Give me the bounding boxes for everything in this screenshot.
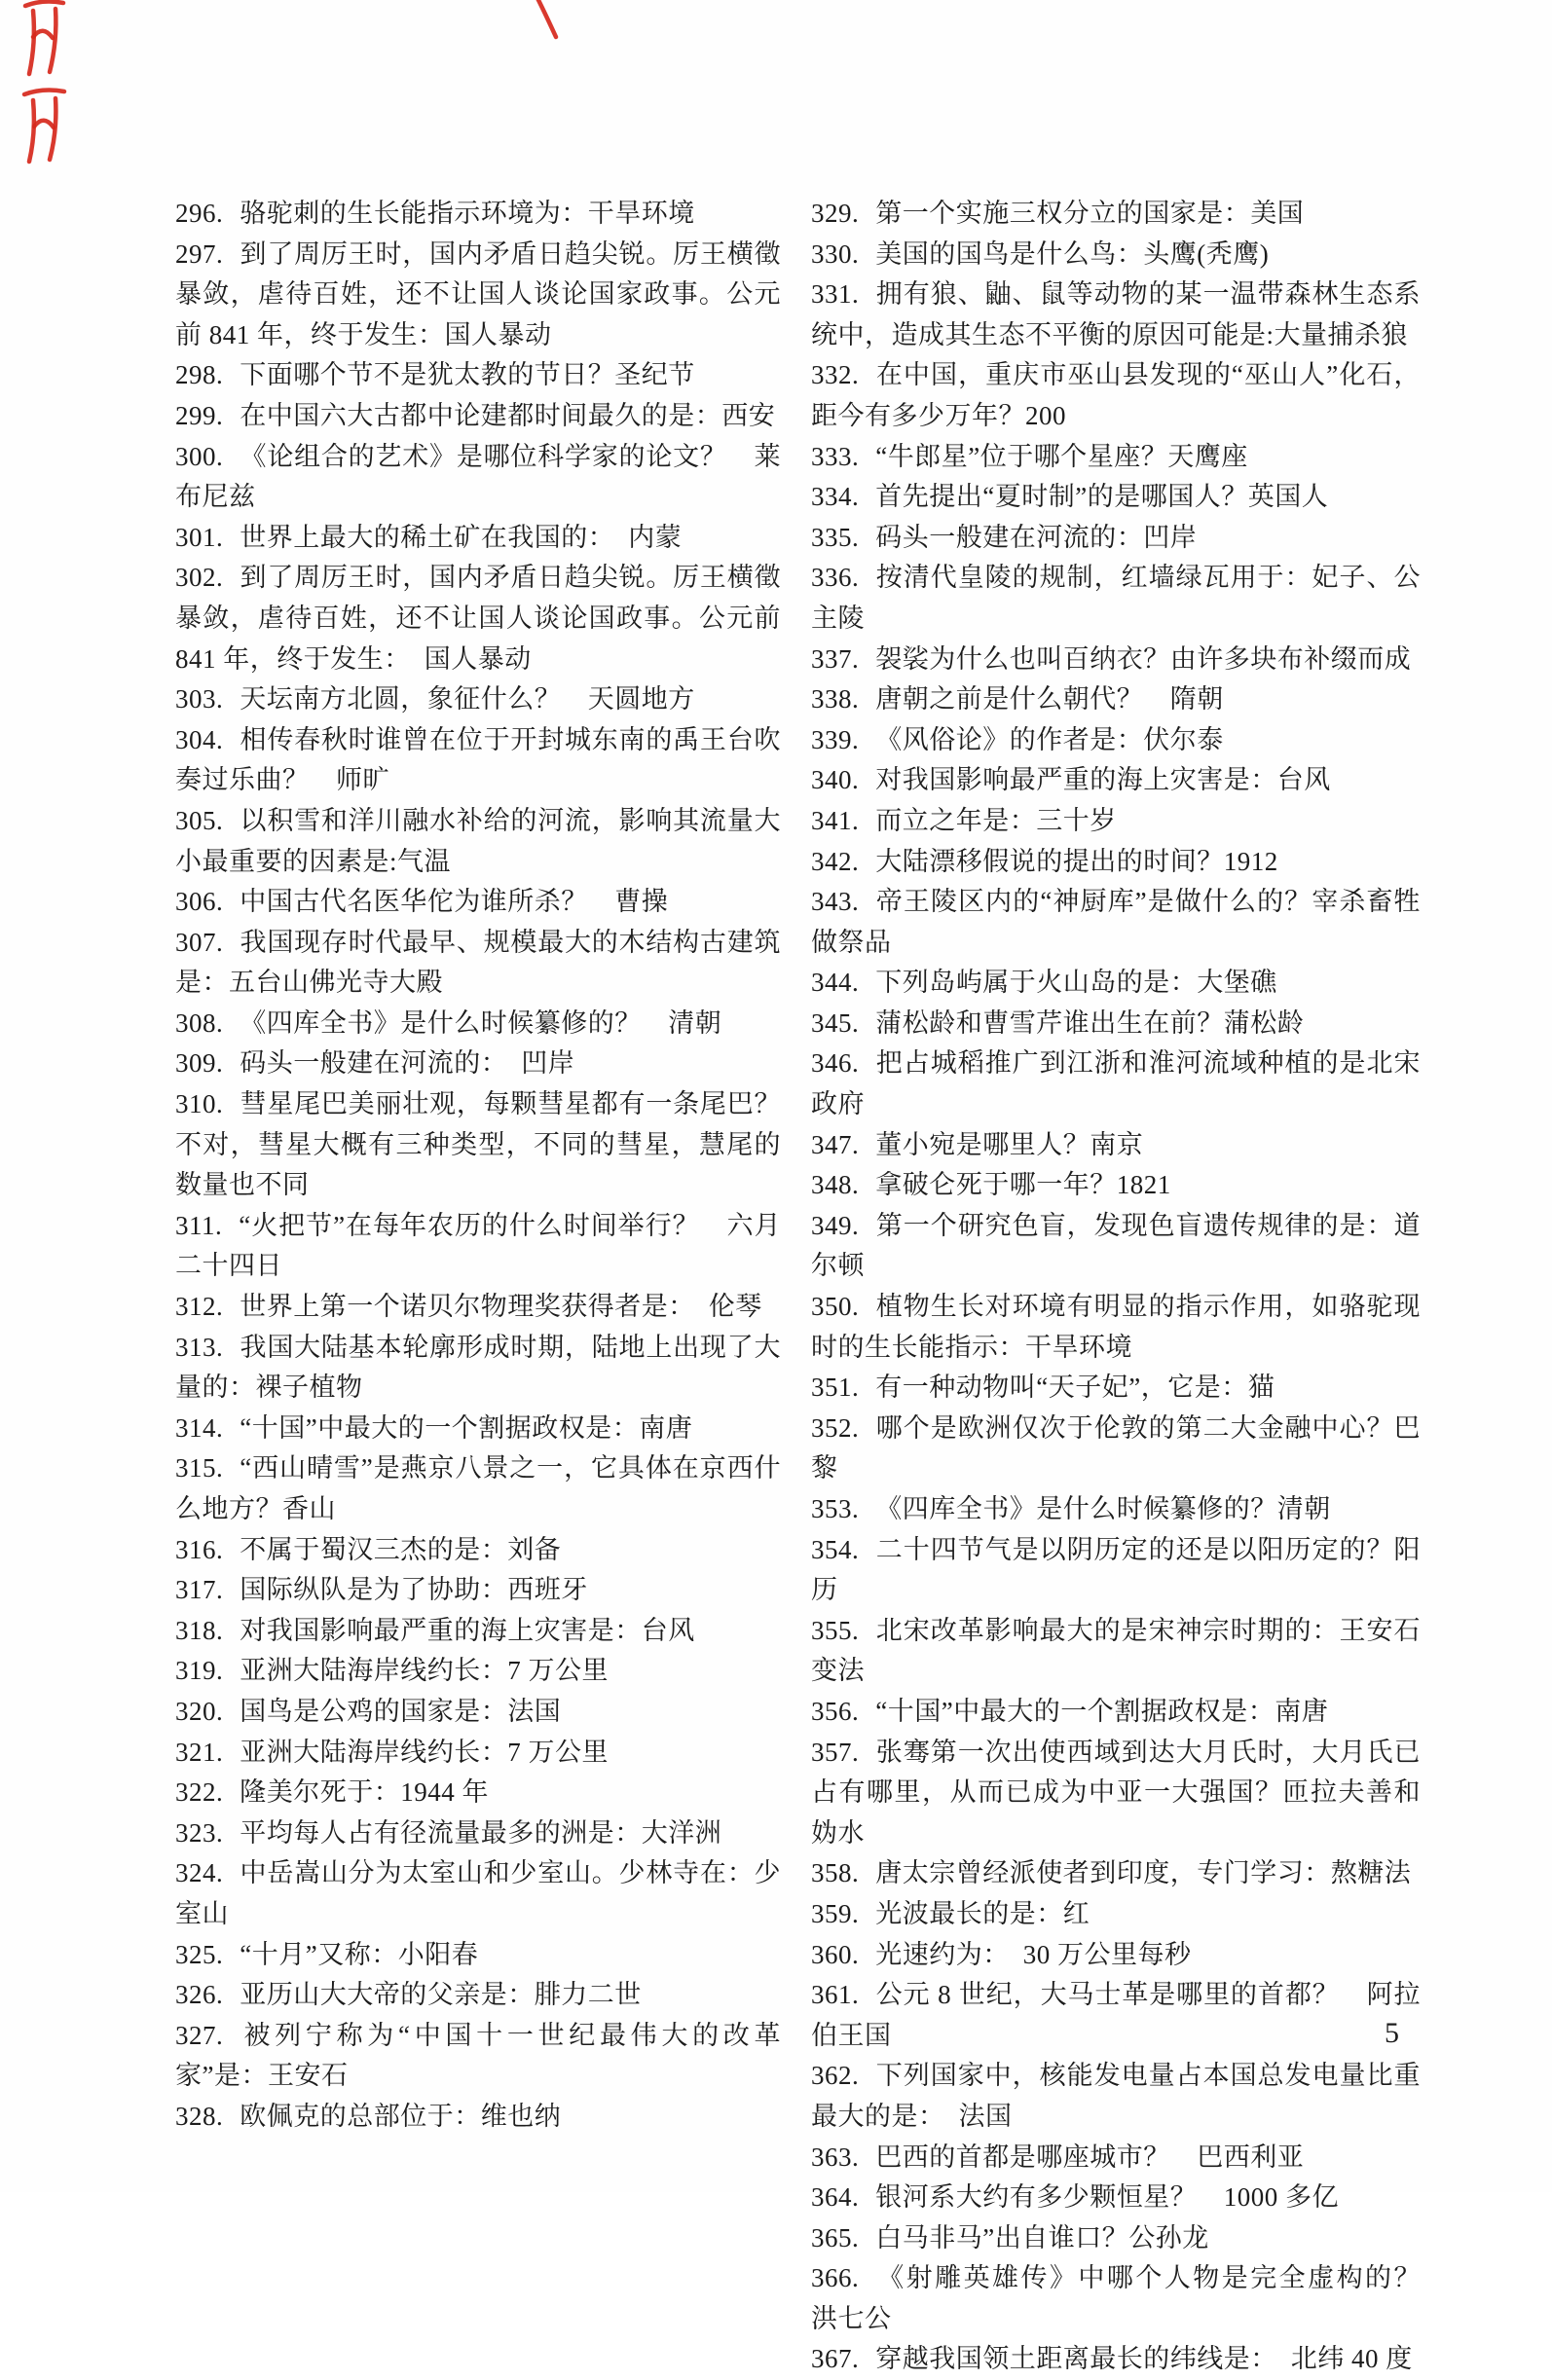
question-text: “牛郎星”位于哪个星座？天鹰座 [875, 441, 1248, 471]
question-item [175, 1935, 781, 1976]
question-item [175, 235, 781, 356]
question-item [175, 1206, 781, 1287]
question-number: 358. [811, 1858, 860, 1888]
question-item [175, 923, 781, 1004]
question-text: 光速约为： 30 万公里每秒 [875, 1939, 1192, 1969]
question-text: 有一种动物叫“天子妃”，它是：猫 [875, 1373, 1275, 1403]
question-number: 322. [175, 1777, 224, 1808]
question-text: 《四库全书》是什么时候纂修的？清朝 [875, 1494, 1331, 1523]
question-item [811, 1368, 1421, 1409]
question-text: 公元 8 世纪，大马士革是哪里的首都？ 阿拉伯王国 [811, 1980, 1421, 2050]
red-ink-mark-top-left [19, 0, 70, 171]
question-number: 302. [175, 563, 224, 593]
question-number: 297. [175, 238, 224, 269]
question-text: “十国”中最大的一个割据政权是：南唐 [240, 1412, 693, 1443]
question-item [811, 760, 1421, 801]
question-text: 白马非马”出自谁口？公孙龙 [875, 2222, 1209, 2252]
question-item [811, 1044, 1421, 1124]
question-item [811, 842, 1421, 883]
question-item [175, 396, 781, 437]
question-number: 340. [811, 765, 860, 795]
question-item [175, 720, 781, 801]
question-number: 355. [811, 1615, 860, 1645]
question-item [811, 2138, 1421, 2179]
question-number: 341. [811, 805, 860, 835]
question-number: 299. [175, 400, 224, 430]
question-list-left [175, 194, 781, 2138]
question-text: 世界上第一个诺贝尔物理奖获得者是： 伦琴 [240, 1292, 762, 1322]
question-item [175, 1044, 781, 1084]
question-number: 301. [175, 522, 224, 552]
question-text: 《论组合的艺术》是哪位科学家的论文？ 莱布尼兹 [175, 441, 781, 512]
question-item [175, 194, 781, 235]
question-number: 307. [175, 927, 224, 957]
question-number: 312. [175, 1292, 224, 1322]
question-number: 326. [175, 1980, 224, 2010]
red-ink-mark-top-center [532, 0, 563, 41]
question-number: 362. [811, 2061, 860, 2091]
question-number: 364. [811, 2182, 860, 2213]
question-number: 311. [175, 1210, 223, 1240]
question-item [175, 1004, 781, 1044]
question-number: 359. [811, 1898, 860, 1928]
question-text: 穿越我国领土距离最长的纬线是： 北纬 40 度 [875, 2344, 1413, 2374]
question-text: 《风俗论》的作者是：伏尔泰 [875, 724, 1224, 754]
question-text: 第一个实施三权分立的国家是：美国 [875, 199, 1305, 228]
question-item [811, 437, 1421, 478]
question-text: 隆美尔死于：1944 年 [240, 1777, 489, 1808]
question-number: 323. [175, 1817, 224, 1848]
question-text: 二十四节气是以阴历定的还是以阳历定的？阳历 [811, 1534, 1421, 1605]
question-item [811, 1004, 1421, 1044]
question-number: 314. [175, 1412, 224, 1443]
question-number: 337. [811, 643, 860, 674]
question-item [811, 2056, 1421, 2137]
question-text: 世界上最大的稀土矿在我国的： 内蒙 [240, 522, 683, 552]
question-item [811, 558, 1421, 639]
question-number: 336. [811, 563, 860, 593]
question-text: 按清代皇陵的规制，红墙绿瓦用于：妃子、公主陵 [811, 563, 1421, 633]
question-number: 335. [811, 522, 860, 552]
question-text: 植物生长对环境有明显的指示作用，如骆驼现时的生长能指示：干旱环境 [811, 1292, 1421, 1362]
question-item [811, 355, 1421, 436]
question-number: 316. [175, 1534, 224, 1564]
question-item [811, 1530, 1421, 1611]
question-text: 大陆漂移假说的提出的时间？1912 [875, 846, 1278, 876]
question-item [811, 518, 1421, 559]
question-text: 张骞第一次出使西域到达大月氏时，大月氏已占有哪里，从而已成为中亚一大强国？匝拉夫善和妫水 [811, 1737, 1421, 1848]
question-number: 325. [175, 1939, 224, 1969]
question-text: 对我国影响最严重的海上灾害是：台风 [875, 765, 1331, 795]
question-number: 331. [811, 279, 860, 310]
question-text: 中国古代名医华佗为谁所杀？ 曹操 [240, 887, 669, 917]
question-item [811, 1853, 1421, 1894]
question-text: “火把节”在每年农历的什么时间举行？ 六月二十四日 [175, 1210, 781, 1281]
page-number: 5 [1385, 2017, 1399, 2049]
question-text: 第一个研究色盲，发现色盲遗传规律的是：道尔顿 [811, 1210, 1421, 1281]
question-text: 彗星尾巴美丽壮观，每颗彗星都有一条尾巴？不对，彗星大概有三种类型，不同的彗星，慧尾的数量也不同 [175, 1089, 781, 1200]
question-item [811, 1611, 1421, 1692]
question-number: 319. [175, 1656, 224, 1686]
question-item [811, 1409, 1421, 1489]
question-item [175, 1084, 781, 1206]
question-number: 304. [175, 724, 224, 754]
question-number: 306. [175, 887, 224, 917]
question-item [175, 1409, 781, 1449]
question-number: 346. [811, 1048, 860, 1079]
question-item [811, 2218, 1421, 2259]
question-text: 首先提出“夏时制”的是哪国人？英国人 [875, 482, 1329, 512]
question-item [811, 640, 1421, 680]
question-text: 平均每人占有径流量最多的洲是：大洋洲 [240, 1817, 722, 1848]
question-number: 348. [811, 1170, 860, 1200]
question-number: 333. [811, 441, 860, 471]
question-text: 把占城稻推广到江浙和淮河流域种植的是北宋政府 [811, 1048, 1421, 1119]
question-text: 唐太宗曾经派使者到印度，专门学习：熬糖法 [875, 1858, 1412, 1888]
question-number: 343. [811, 887, 860, 917]
question-text: 对我国影响最严重的海上灾害是：台风 [240, 1615, 695, 1645]
question-item [175, 679, 781, 720]
question-text: 美国的国鸟是什么鸟：头鹰(秃鹰) [875, 238, 1270, 269]
question-number: 313. [175, 1332, 224, 1362]
question-item [175, 1975, 781, 2016]
question-number: 330. [811, 238, 860, 269]
question-item [175, 1570, 781, 1611]
question-item [175, 558, 781, 679]
question-item [175, 1853, 781, 1934]
question-item [175, 1651, 781, 1692]
question-number: 328. [175, 2101, 224, 2131]
question-number: 363. [811, 2142, 860, 2172]
question-number: 318. [175, 1615, 224, 1645]
question-text: 被列宁称为“中国十一世纪最伟大的改革家”是：王安石 [175, 2020, 781, 2091]
question-item [175, 518, 781, 559]
question-number: 339. [811, 724, 860, 754]
question-text: 相传春秋时谁曾在位于开封城东南的禹王台吹奏过乐曲？ 师旷 [175, 724, 781, 795]
question-item [175, 1813, 781, 1854]
question-item [811, 1206, 1421, 1287]
question-text: 欧佩克的总部位于：维也纳 [240, 2101, 562, 2131]
question-text: 国际纵队是为了协助：西班牙 [240, 1575, 588, 1605]
question-text: 中岳嵩山分为太室山和少室山。少林寺在：少室山 [175, 1858, 781, 1928]
question-item [175, 1733, 781, 1774]
question-number: 315. [175, 1453, 224, 1483]
question-number: 309. [175, 1048, 224, 1079]
question-number: 334. [811, 482, 860, 512]
question-number: 296. [175, 199, 224, 228]
question-item [175, 1530, 781, 1571]
question-text: “十月”又称：小阳春 [240, 1939, 479, 1969]
question-text: 到了周厉王时，国内矛盾日趋尖锐。厉王横徵暴敛，虐待百姓，还不让国人谈论国政事。公元前 841 年，终于发生： 国人暴动 [175, 563, 781, 674]
question-item [811, 1165, 1421, 1206]
question-text: 《射雕英雄传》中哪个人物是完全虚构的？ 洪七公 [811, 2263, 1448, 2333]
question-number: 298. [175, 360, 224, 390]
question-number: 345. [811, 1007, 860, 1038]
question-item [175, 1611, 781, 1652]
question-item [811, 1935, 1421, 1976]
question-text: 银河系大约有多少颗恒星？ 1000 多亿 [875, 2182, 1339, 2213]
question-item [811, 275, 1421, 355]
question-number: 351. [811, 1373, 860, 1403]
question-text: “十国”中最大的一个割据政权是：南唐 [875, 1696, 1329, 1726]
question-text: 哪个是欧洲仅次于伦敦的第二大金融中心？巴黎 [811, 1412, 1421, 1483]
question-item [811, 2258, 1448, 2339]
question-text: 董小宛是哪里人？南京 [875, 1129, 1144, 1159]
question-item [811, 235, 1421, 275]
question-item [811, 720, 1421, 761]
question-item [175, 1328, 781, 1409]
question-text: 在中国六大古都中论建都时间最久的是：西安 [240, 400, 776, 430]
question-number: 324. [175, 1858, 224, 1888]
question-item [175, 1287, 781, 1328]
question-item [175, 2016, 781, 2097]
question-number: 356. [811, 1696, 860, 1726]
question-text: 下列岛屿属于火山岛的是：大堡礁 [875, 968, 1277, 998]
question-text: 我国大陆基本轮廓形成时期，陆地上出现了大量的：裸子植物 [175, 1332, 781, 1403]
question-number: 308. [175, 1007, 224, 1038]
question-number: 347. [811, 1129, 860, 1159]
question-text: “西山晴雪”是燕京八景之一，它具体在京西什么地方？香山 [175, 1453, 781, 1523]
question-number: 360. [811, 1939, 860, 1969]
question-text: 以积雪和洋川融水补给的河流，影响其流量大小最重要的因素是:气温 [175, 805, 781, 876]
question-text: 不属于蜀汉三杰的是：刘备 [240, 1534, 562, 1564]
question-number: 327. [175, 2020, 224, 2050]
question-number: 353. [811, 1494, 860, 1523]
question-item [811, 2178, 1421, 2218]
question-item [175, 437, 781, 518]
question-item [175, 801, 781, 882]
question-text: 天坛南方北圆，象征什么？ 天圆地方 [240, 684, 695, 714]
question-item [175, 1448, 781, 1529]
question-item [811, 801, 1421, 842]
question-number: 344. [811, 968, 860, 998]
question-number: 329. [811, 199, 860, 228]
question-text: 帝王陵区内的“神厨库”是做什么的？宰杀畜牲做祭品 [811, 887, 1421, 957]
question-item [811, 679, 1421, 720]
question-text: 而立之年是：三十岁 [875, 805, 1117, 835]
question-item [811, 1894, 1421, 1935]
question-number: 338. [811, 684, 860, 714]
question-text: 下面哪个节不是犹太教的节日？圣纪节 [240, 360, 695, 390]
question-text: 在中国，重庆市巫山县发现的“巫山人”化石，距今有多少万年？200 [811, 360, 1421, 430]
question-item [811, 1287, 1421, 1368]
question-number: 321. [175, 1737, 224, 1767]
question-text: 北宋改革影响最大的是宋神宗时期的：王安石变法 [811, 1615, 1421, 1686]
question-list-right [811, 194, 1448, 2380]
question-item [811, 963, 1421, 1004]
question-text: 亚历山大大帝的父亲是：腓力二世 [240, 1980, 642, 2010]
question-text: 光波最长的是：红 [875, 1898, 1090, 1928]
question-number: 357. [811, 1737, 860, 1767]
question-text: 到了周厉王时，国内矛盾日趋尖锐。厉王横徵暴敛，虐待百姓，还不让国人谈论国家政事。公元前 841 年，终于发生：国人暴动 [175, 238, 781, 349]
question-number: 350. [811, 1292, 860, 1322]
question-number: 332. [811, 360, 860, 390]
question-number: 303. [175, 684, 224, 714]
question-number: 342. [811, 846, 860, 876]
question-number: 305. [175, 805, 224, 835]
question-text: 码头一般建在河流的： 凹岸 [240, 1048, 575, 1079]
question-text: 拿破仑死于哪一年？1821 [875, 1170, 1171, 1200]
question-text: 亚洲大陆海岸线约长：7 万公里 [240, 1737, 609, 1767]
question-number: 366. [811, 2263, 860, 2293]
question-item [175, 882, 781, 923]
question-number: 367. [811, 2344, 860, 2374]
question-item [175, 355, 781, 396]
question-number: 317. [175, 1575, 224, 1605]
question-number: 300. [175, 441, 224, 471]
question-text: 唐朝之前是什么朝代？ 隋朝 [875, 684, 1224, 714]
question-item [175, 2097, 781, 2138]
question-text: 我国现存时代最早、规模最大的木结构古建筑是：五台山佛光寺大殿 [175, 927, 781, 998]
question-number: 310. [175, 1089, 224, 1119]
question-item [811, 477, 1421, 518]
question-item [811, 1733, 1421, 1854]
question-number: 349. [811, 1210, 860, 1240]
question-item [811, 1692, 1421, 1733]
question-text: 亚洲大陆海岸线约长：7 万公里 [240, 1656, 609, 1686]
question-text: 码头一般建在河流的：凹岸 [875, 522, 1198, 552]
question-item [811, 2339, 1421, 2380]
question-item [811, 1975, 1421, 2056]
question-text: 拥有狼、鼬、鼠等动物的某一温带森林生态系统中，造成其生态不平衡的原因可能是:大量捕杀狼 [811, 279, 1421, 349]
question-number: 361. [811, 1980, 860, 2010]
question-text: 巴西的首都是哪座城市？ 巴西利亚 [875, 2142, 1305, 2172]
question-text: 袈裟为什么也叫百纳衣？由许多块布补缀而成 [875, 643, 1412, 674]
question-item [811, 1489, 1421, 1530]
question-text: 《四库全书》是什么时候纂修的？ 清朝 [240, 1007, 722, 1038]
question-item [175, 1692, 781, 1733]
question-number: 320. [175, 1696, 224, 1726]
question-text: 骆驼刺的生长能指示环境为：干旱环境 [240, 199, 695, 228]
question-number: 354. [811, 1534, 860, 1564]
question-item [811, 194, 1421, 235]
question-number: 365. [811, 2222, 860, 2252]
question-text: 蒲松龄和曹雪芹谁出生在前？蒲松龄 [875, 1007, 1305, 1038]
question-text: 下列国家中，核能发电量占本国总发电量比重最大的是： 法国 [811, 2061, 1421, 2131]
question-item [811, 1125, 1421, 1166]
question-item [811, 882, 1421, 963]
question-text: 国鸟是公鸡的国家是：法国 [240, 1696, 562, 1726]
question-item [175, 1773, 781, 1813]
question-number: 352. [811, 1412, 860, 1443]
